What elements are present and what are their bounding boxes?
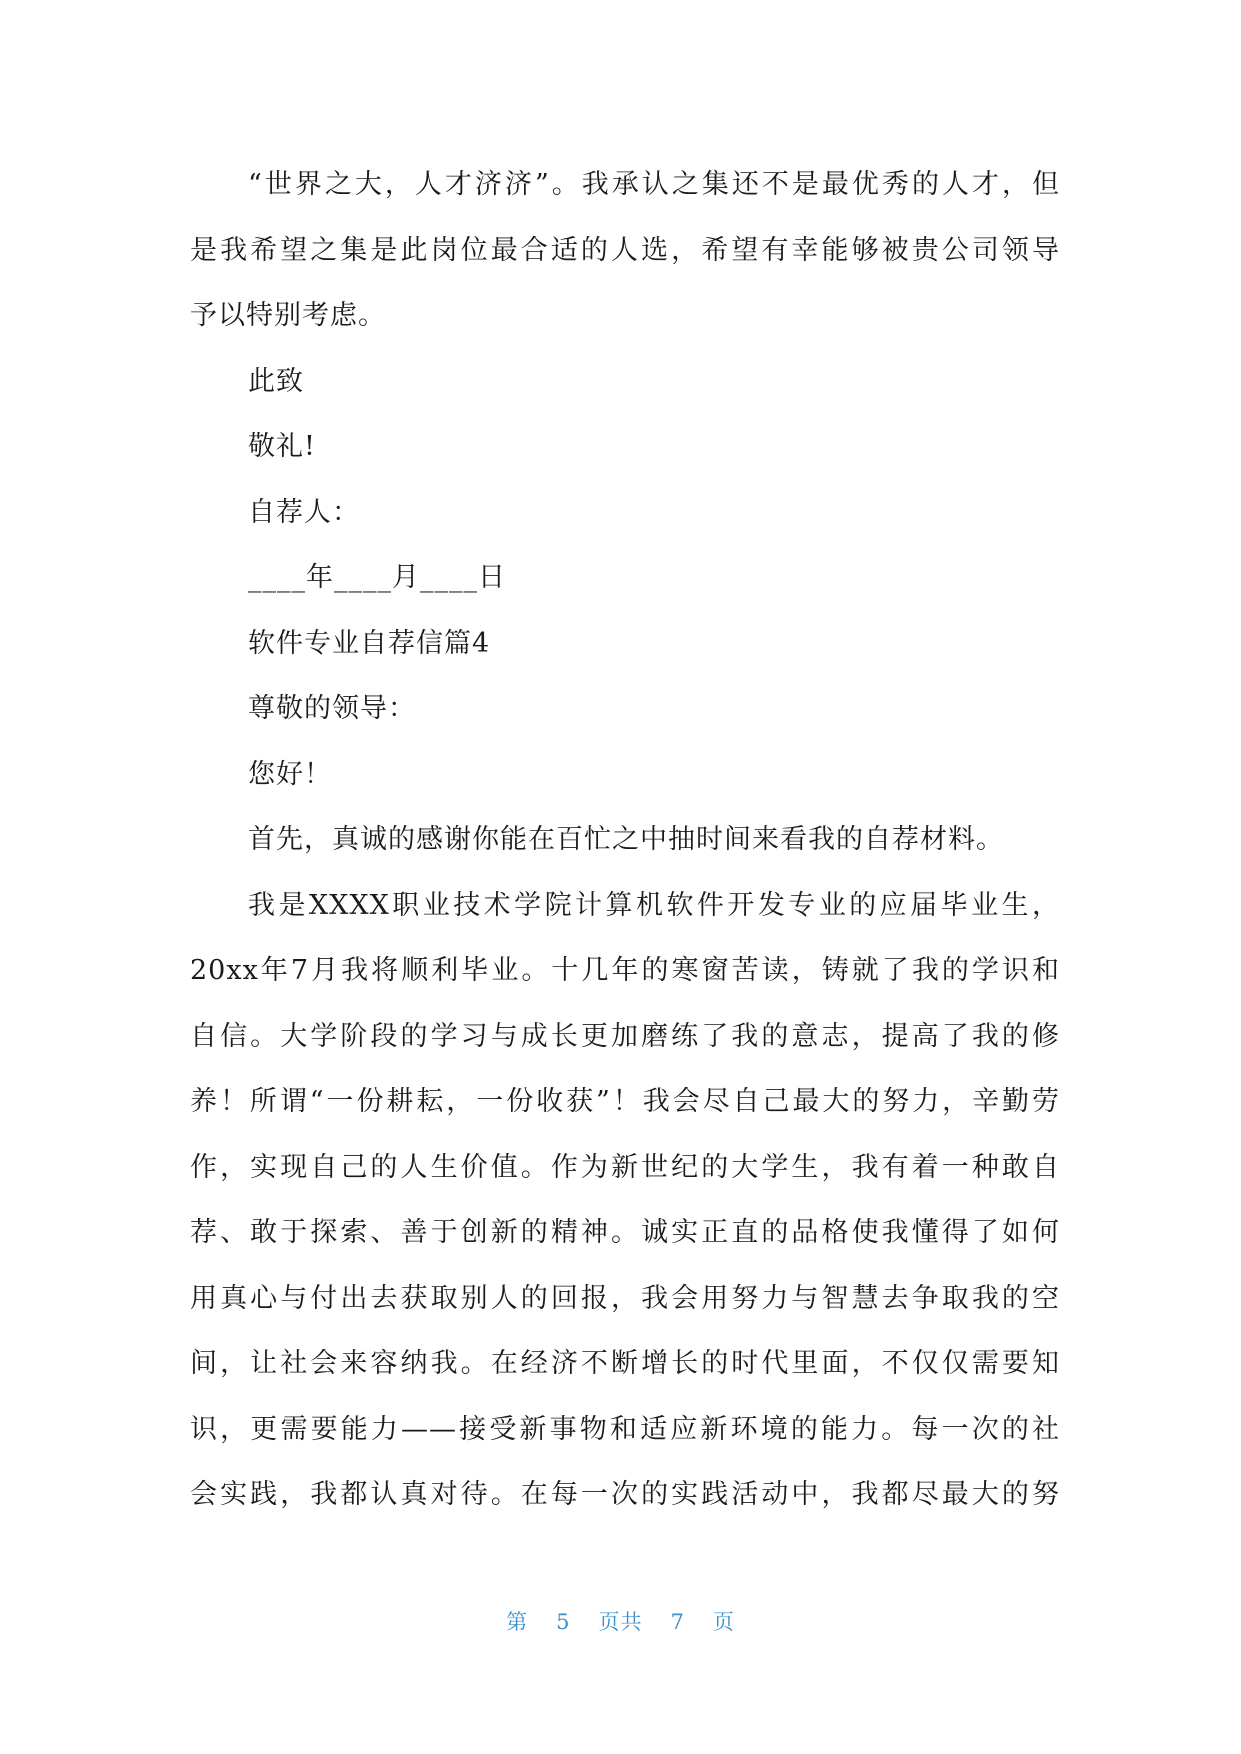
text-line: 识，更需要能力——接受新事物和适应新环境的能力。每一次的社 xyxy=(190,1413,1060,1445)
paragraph-self-intro xyxy=(190,873,1060,1528)
closing-line-1 xyxy=(190,349,1060,415)
paragraph-talent xyxy=(190,152,1060,349)
text-line: 敬礼! xyxy=(248,431,316,462)
greeting xyxy=(190,742,1060,808)
text-line: 荐、敢于探索、善于创新的精神。诚实正直的品格使我懂得了如何 xyxy=(190,1217,1060,1248)
footer-current-page: 5 xyxy=(556,1610,571,1634)
text-line: 20xx年7月我将顺利毕业。十几年的寒窗苦读，铸就了我的学识和 xyxy=(190,955,1060,986)
text-line: 首先，真诚的感谢你能在百忙之中抽时间来看我的自荐材料。 xyxy=(248,824,1004,855)
text-line: 会实践，我都认真对待。在每一次的实践活动中，我都尽最大的努 xyxy=(190,1479,1060,1510)
footer-prefix: 第 xyxy=(506,1610,529,1634)
footer-suffix: 页 xyxy=(712,1610,735,1634)
signer-line xyxy=(190,480,1060,546)
text-line: 是我希望之集是此岗位最合适的人选，希望有幸能够被贵公司领导 xyxy=(190,234,1060,266)
section-title xyxy=(190,611,1060,677)
text-line: 间，让社会来容纳我。在经济不断增长的时代里面，不仅仅需要知 xyxy=(190,1348,1060,1379)
text-line: 予以特别考虑。 xyxy=(190,300,386,331)
text-line: 此致 xyxy=(248,365,304,397)
text-line: 您好！ xyxy=(248,758,332,790)
document-body xyxy=(190,152,1060,1528)
text-line: ____年____月____日 xyxy=(248,562,506,593)
date-line xyxy=(190,545,1060,611)
text-line: 自信。大学阶段的学习与成长更加磨练了我的意志，提高了我的修 xyxy=(190,1020,1060,1052)
page-footer xyxy=(0,1606,1241,1636)
paragraph-thanks xyxy=(190,807,1060,873)
salutation xyxy=(190,676,1060,742)
text-line: 用真心与付出去获取别人的回报，我会用努力与智慧去争取我的空 xyxy=(190,1282,1060,1314)
text-line: “世界之大，人才济济”。我承认之集还不是最优秀的人才，但 xyxy=(248,169,1060,200)
text-line: 养！所谓“一份耕耘，一份收获”！我会尽自己最大的努力，辛勤劳 xyxy=(190,1086,1060,1117)
footer-total-pages: 7 xyxy=(670,1610,685,1634)
text-line: 作，实现自己的人生价值。作为新世纪的大学生，我有着一种敢自 xyxy=(190,1151,1060,1183)
text-line: 软件专业自荐信篇4 xyxy=(248,627,491,659)
closing-line-2 xyxy=(190,414,1060,480)
text-line: 我是XXXX职业技术学院计算机软件开发专业的应届毕业生， xyxy=(248,889,1060,921)
text-line: 尊敬的领导： xyxy=(248,693,416,724)
text-line: 自荐人： xyxy=(248,496,360,528)
footer-middle: 页共 xyxy=(598,1610,643,1634)
